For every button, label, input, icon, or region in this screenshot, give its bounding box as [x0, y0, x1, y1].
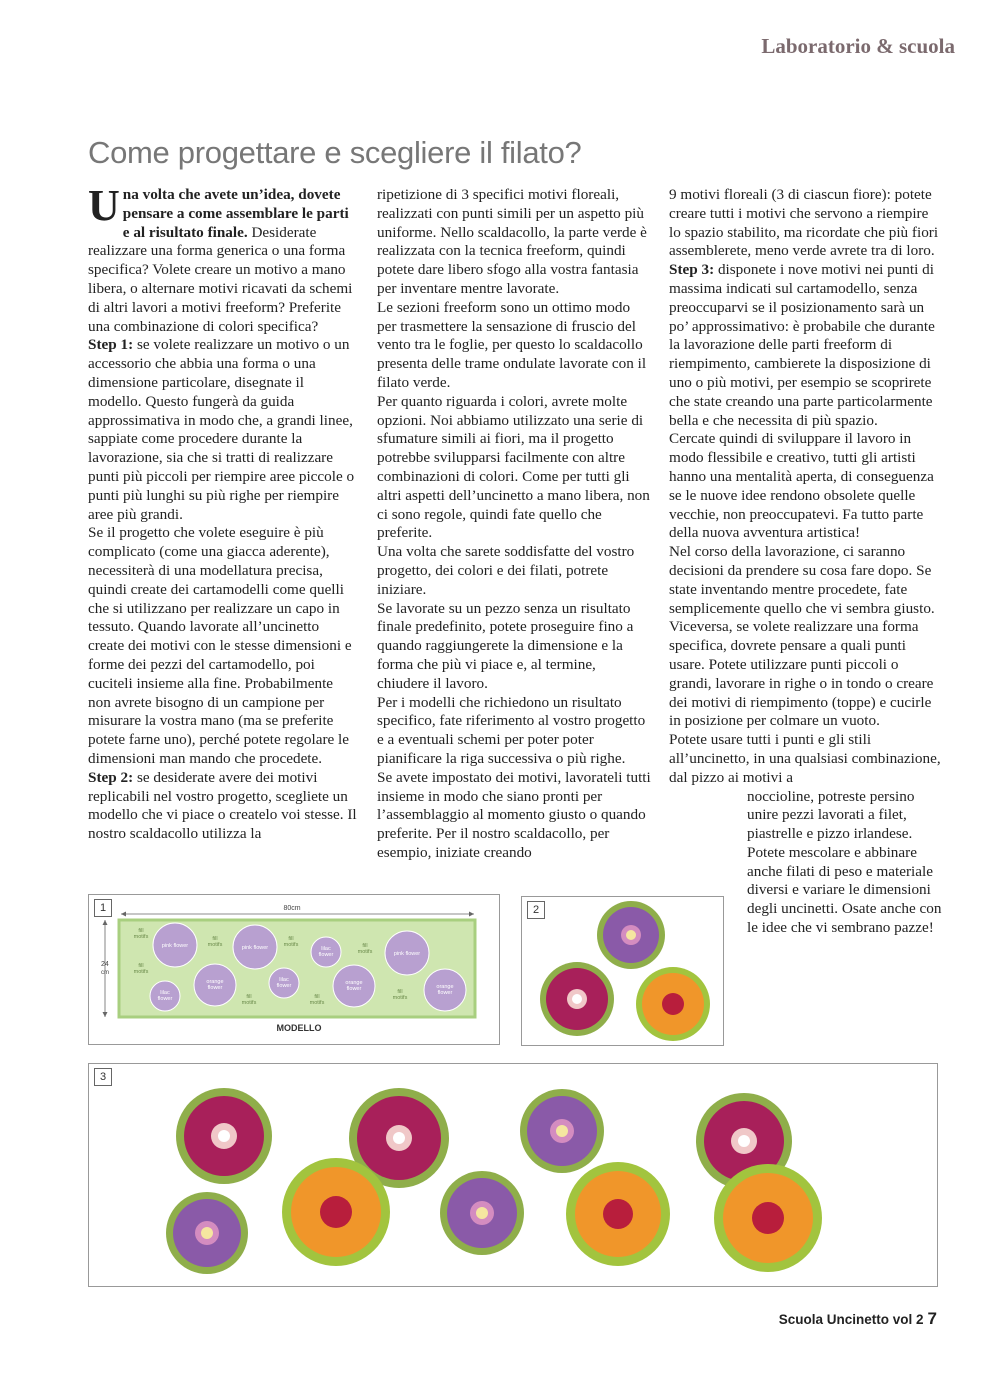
pink-flower-motif	[176, 1088, 272, 1184]
fill-label: motifs	[392, 995, 408, 1001]
fill-label: fill	[397, 989, 403, 995]
paragraph: Viceversa, se volete realizzare una forma specifica, dovrete pensare a quali punti usare. Potete utilizzare punti piccoli o grandi, lavorare in righe o in tondo o creare dei motivi di riempimento (toppe) e cucirle in posizione per colmare un vuoto.	[669, 618, 934, 730]
flower-label: pink flower	[393, 951, 421, 957]
arrow-head	[469, 912, 474, 917]
step2-paragraph	[88, 769, 358, 844]
flower-label: flower	[276, 983, 292, 989]
orange-flower-motif	[282, 1158, 390, 1266]
flower-label: flower	[346, 986, 362, 992]
figure-number: 1	[94, 899, 112, 917]
arrow-head	[103, 920, 108, 925]
paragraph-wrapped: noccioline, potreste persino unire pezzi lavorati a filet, piastrelle e pizzo irlandese. Potete mescolare e abbinare anche filati di peso e materiale diversi e variare le dimensioni degli uncinetti. Osate anche con le idee che vi sembrano pazze!	[747, 787, 942, 937]
article-title: Come progettare e scegliere il filato?	[88, 135, 582, 170]
step3-label: Step 3:	[669, 261, 715, 279]
motifs-photo	[89, 1064, 937, 1286]
height-unit: cm	[101, 970, 109, 976]
lead-rest: Desiderate realizzare una forma generica o una forma specifica? Volete creare un motivo a mano libera, o alternare motivi ricavati da schemi di altri lavori a motivi freeform? Preferite una combinazione di colori specifica?	[88, 223, 353, 335]
paragraph: Se il progetto che volete eseguire è più complicato (come una giacca aderente), necessiterà di una modellatura precisa, quindi create dei cartamodelli come quelli che si utilizzano per realizzare un capo in tessuto. Quando lavorate all’uncinetto create dei motivi con le stesse dimensioni e forme dei pezzi del cartamodello, poi cuciteli insieme alla fine. Probabilmente non avrete bisogno di un campione per misurare la vostra mano (ma se preferite potete farne uno), perché potete regolare le dimensioni man mando che procedete.	[88, 524, 352, 767]
paragraph: Per quanto riguarda i colori, avrete molte opzioni. Noi abbiamo utilizzato una serie di sfumature simili ai fiori, ma il progetto potrebbe svilupparsi facilmente con altre combinazioni di colori. Come per tutti gli altri aspetti dell’uncinetto a mano libera, non ci sono regole, quindi fate quello che preferite.	[377, 392, 650, 542]
arrow-head	[103, 1012, 108, 1017]
step2-label: Step 2:	[88, 768, 134, 786]
arrow-head	[121, 912, 126, 917]
pink-flower-motif	[540, 962, 614, 1036]
fill-label: fill	[138, 963, 144, 969]
fill-label: motifs	[357, 949, 373, 955]
paragraph: Le sezioni freeform sono un ottimo modo per trasmettere la sensazione di fruscio del vento tra le foglie, per questo lo scaldacollo presenta delle trame ondulate lavorate con il filato verde.	[377, 298, 647, 391]
paragraph: Per i modelli che richiedono un risultato specifico, fate riferimento al vostro progetto e a eventuali schemi per poter poter pianificare la riga successiva o più righe.	[377, 693, 646, 767]
motif-photo	[522, 897, 723, 1045]
figure-number: 2	[527, 901, 545, 919]
step2-text: se desiderate avere dei motivi replicabili nel vostro progetto, scegliete un modello che vi piace o createlo voi stesse. Il nostro scaldacollo utilizza la	[88, 768, 357, 843]
step1-paragraph	[88, 336, 358, 524]
fill-label: fill	[288, 936, 294, 942]
step1-text: se volete realizzare un motivo o un accessorio che abbia una forma o una dimensione particolare, disegnate il modello. Questo fungerà da guida approssimativa in modo che, a grandi linee, sappiate come procedere durante la lavorazione, sia che si tratti di realizzare punti più piccoli per riempire aree piccole o punti più lunghi su più righe per riempire aree più grandi.	[88, 336, 355, 523]
figure-nine-motifs	[88, 1063, 938, 1287]
orange-flower-motif	[714, 1164, 822, 1272]
figure-three-motifs	[521, 896, 724, 1046]
fill-label: fill	[314, 994, 320, 1000]
text-column-2	[377, 186, 651, 863]
flower-label: lilac	[321, 946, 331, 952]
flower-label: orange	[345, 980, 363, 986]
page-footer	[779, 1309, 937, 1329]
paragraph: Una volta che sarete soddisfatte del vostro progetto, dei colori e dei filati, potrete iniziare.	[377, 543, 635, 598]
flower-label: orange	[206, 979, 224, 985]
figure-pattern-diagram	[88, 894, 500, 1045]
drop-cap: U	[88, 181, 120, 230]
flower-label: pink flower	[161, 943, 189, 949]
lead-text: na volta che avete un’idea, dovete pensare a come assemblare le parti e al risultato finale.	[122, 186, 349, 241]
paragraph: Potete usare tutti i punti e gli stili all’uncinetto, in una qualsiasi combinazione, dal pizzo ai motivi a	[669, 731, 941, 786]
section-header: Laboratorio & scuola	[761, 34, 955, 58]
fill-label: motifs	[241, 1000, 257, 1006]
intro-paragraph	[88, 181, 358, 336]
figure-caption: MODELLO	[276, 1023, 322, 1033]
paragraph: Se avete impostato dei motivi, lavorateli tutti insieme in modo che siano pronti per l’assemblaggio al momento giusto o quando preferite. Per il nostro scaldacollo, per esempio, iniziate creando	[377, 768, 651, 861]
orange-flower-motif	[566, 1162, 670, 1266]
figure-number: 3	[94, 1068, 112, 1086]
flower-label: flower	[318, 952, 334, 958]
flower-label: orange	[436, 984, 454, 990]
fill-label: motifs	[309, 1000, 325, 1006]
magazine-name: Scuola Uncinetto vol 2	[778, 1312, 924, 1327]
width-label: 80cm	[283, 905, 301, 912]
paragraph: Cercate quindi di sviluppare il lavoro in modo flessibile e creativo, tutti gli artisti hanno una mentalità aperta, di conseguenza se le nuove idee rendono obsolete quelle vecchie, non preoccupatevi. Fa tutto parte della nuova avventura artistica!	[669, 430, 934, 542]
fill-label: motifs	[133, 969, 149, 975]
step3-text: disponete i nove motivi nei punti di massima indicati sul cartamodello, senza preoccuparvi se il posizionamento sarà un po’ approssimativo: è probabile che durante la lavorazione delle parti freeform di riempimento, cambierete la disposizione di uno o più motivi, per esempio se scoprirete che state creando una parte particolarmente bella e che necessita di più spazio.	[669, 261, 935, 429]
lilac-flower-motif	[166, 1192, 248, 1274]
fill-label: motifs	[133, 934, 149, 940]
flower-label: flower	[437, 990, 453, 996]
step1-label: Step 1:	[88, 336, 134, 354]
fill-label: fill	[246, 994, 252, 1000]
step3-paragraph	[669, 261, 943, 430]
lilac-flower-motif	[440, 1171, 524, 1255]
paragraph: Se lavorate su un pezzo senza un risultato finale predefinito, potete proseguire fino a quando raggiungerete la dimensione e la forma che più vi piace e, al termine, chiudere il lavoro.	[377, 599, 634, 692]
orange-flower-motif	[636, 967, 710, 1041]
fill-label: motifs	[283, 942, 299, 948]
pattern-diagram	[89, 895, 499, 1044]
fill-label: fill	[362, 943, 368, 949]
flower-label: lilac	[160, 990, 170, 996]
paragraph: Nel corso della lavorazione, ci saranno decisioni da prendere su cosa fare dopo. Se state inventando mentre procedete, fate semplicemente quello che vi sembra giusto.	[669, 543, 935, 617]
height-label: 24	[101, 961, 109, 968]
flower-label: lilac	[279, 977, 289, 983]
paragraph: 9 motivi floreali (3 di ciascun fiore): potete creare tutti i motivi che servono a riempire lo spazio stabilito, ma ricordate che più fiori assemblerete, meno verde avrete tra di loro.	[669, 186, 939, 260]
flower-label: flower	[157, 996, 173, 1002]
page-number: 7	[927, 1309, 937, 1328]
flower-label: pink flower	[241, 945, 269, 951]
fill-label: fill	[138, 928, 144, 934]
text-column-3	[669, 186, 943, 938]
paragraph: ripetizione di 3 specifici motivi floreali, realizzati con punti simili per un aspetto più uniforme. Nello scaldacollo, la parte verde è realizzata con la tecnica freeform, quindi potete dare libero sfogo alla vostra fantasia per inventare mentre lavorate.	[377, 186, 647, 297]
lilac-flower-motif	[597, 901, 665, 969]
text-column-1	[88, 181, 358, 844]
fill-label: motifs	[207, 942, 223, 948]
lilac-flower-motif	[520, 1089, 604, 1173]
fill-label: fill	[212, 936, 218, 942]
flower-label: flower	[207, 985, 223, 991]
